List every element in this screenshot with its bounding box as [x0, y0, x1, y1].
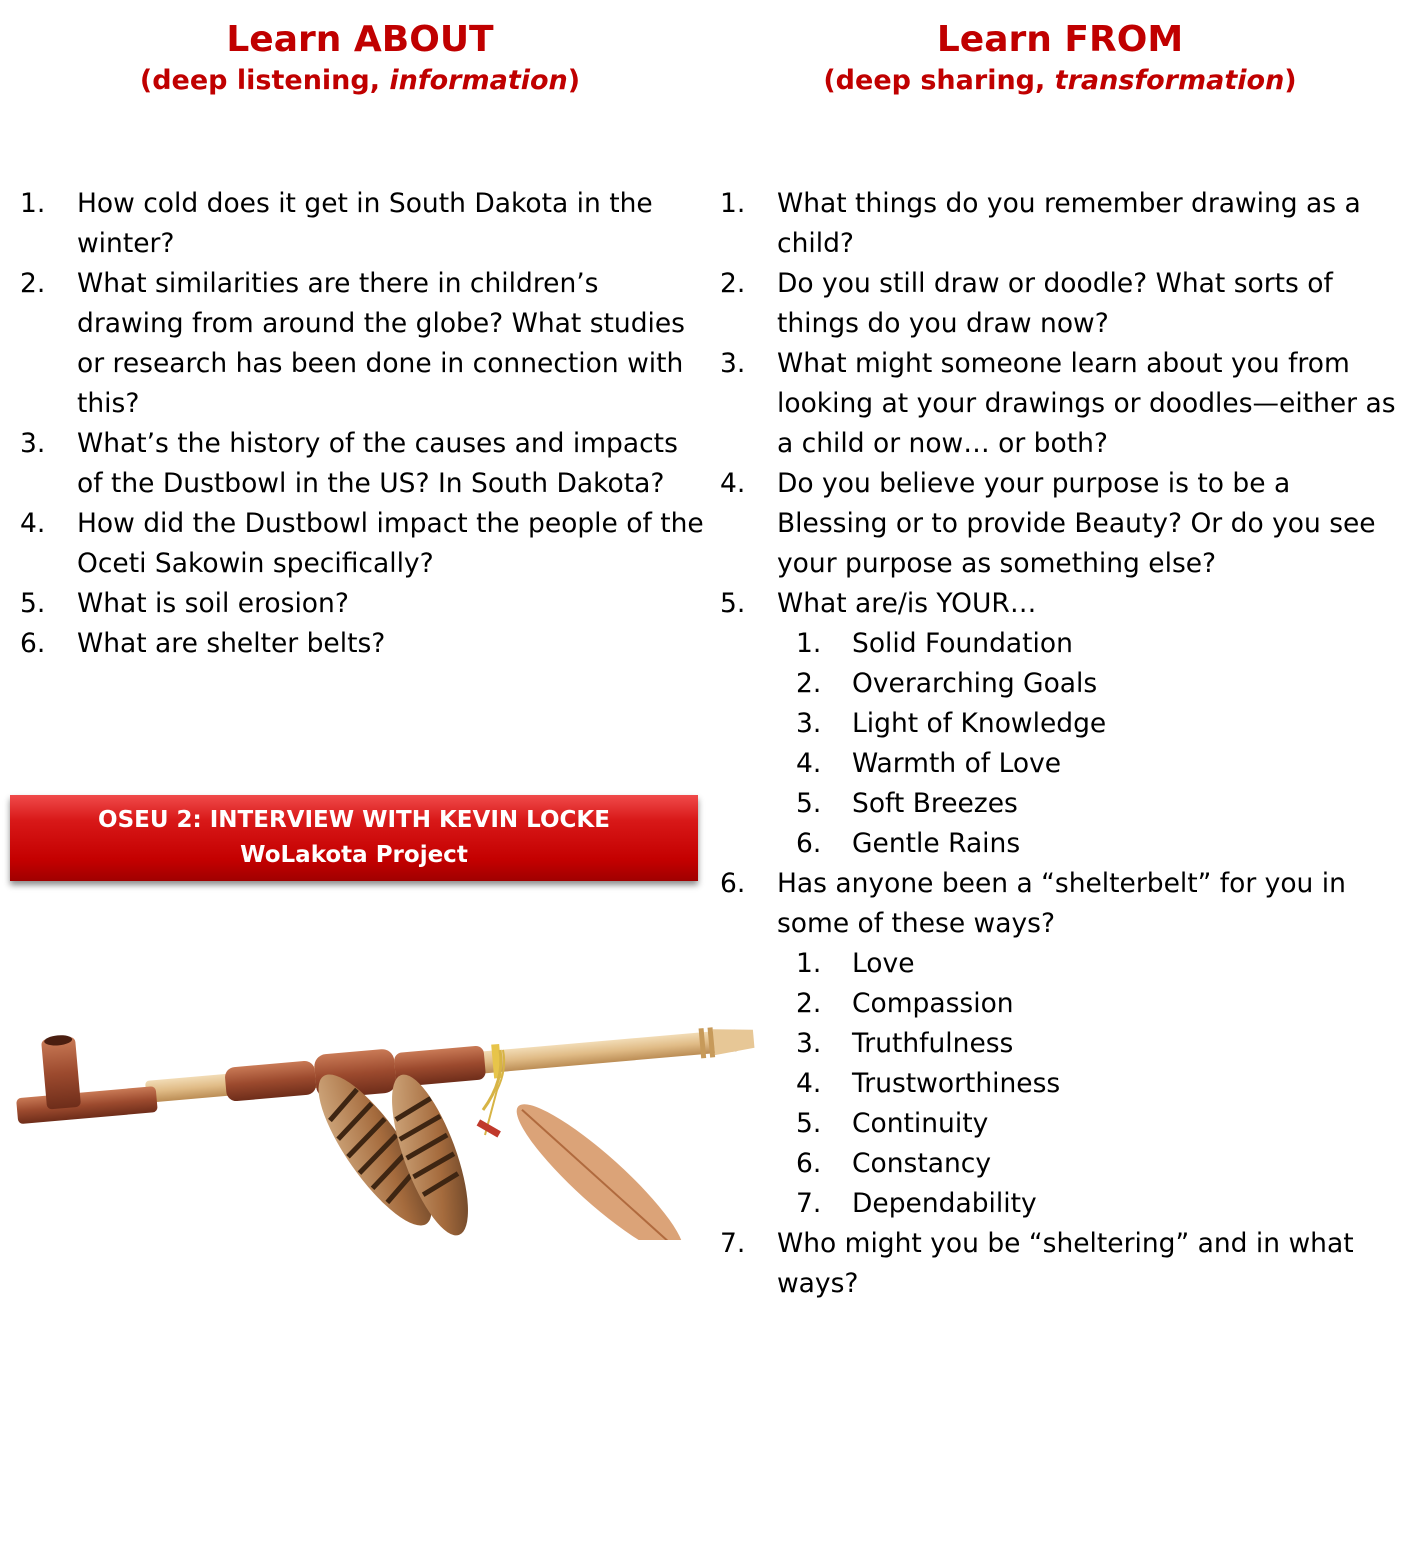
question-number: 4.	[20, 508, 46, 539]
learn-about-subtitle	[10, 62, 710, 100]
question-text: Has anyone been a “shelterbelt” for you in some of these ways?	[777, 868, 1346, 939]
sub-list-item	[777, 984, 1400, 1024]
question-number: 3.	[20, 428, 46, 459]
sub-question-list	[777, 624, 1400, 864]
sub-list-item	[777, 744, 1400, 784]
sub-list-item	[777, 1184, 1400, 1224]
question-text: What’s the history of the causes and impacts of the Dustbowl in the US? In South Dakota?	[77, 428, 678, 499]
question-item	[720, 264, 1400, 344]
pipe-with-feathers-image	[15, 990, 755, 1240]
sub-item-text: Warmth of Love	[852, 748, 1062, 779]
question-item	[20, 624, 710, 664]
question-text: Who might you be “sheltering” and in what ways?	[777, 1228, 1354, 1299]
question-number: 4.	[720, 468, 746, 499]
question-item	[20, 264, 710, 424]
question-item	[20, 584, 710, 624]
question-text: How cold does it get in South Dakota in the winter?	[77, 188, 653, 259]
question-item	[20, 184, 710, 264]
sub-item-number: 3.	[796, 708, 822, 739]
question-number: 5.	[20, 588, 46, 619]
subtitle-prefix: (deep listening,	[139, 65, 390, 96]
sub-item-text: Overarching Goals	[852, 668, 1098, 699]
question-item	[20, 424, 710, 504]
subtitle-emphasis: transformation	[1054, 65, 1285, 96]
sub-item-text: Soft Breezes	[852, 788, 1018, 819]
sub-item-number: 1.	[796, 628, 822, 659]
question-text: How did the Dustbowl impact the people of the Oceti Sakowin specifically?	[77, 508, 704, 579]
sub-item-text: Truthfulness	[852, 1028, 1014, 1059]
question-number: 3.	[720, 348, 746, 379]
question-number: 2.	[20, 268, 46, 299]
question-item	[20, 504, 710, 584]
sub-list-item	[777, 624, 1400, 664]
sub-item-text: Continuity	[852, 1108, 989, 1139]
question-text: What are shelter belts?	[77, 628, 386, 659]
question-item	[720, 584, 1400, 864]
learn-from-question-list	[720, 184, 1400, 1304]
sub-question-list	[777, 944, 1400, 1224]
sub-list-item	[777, 1104, 1400, 1144]
subtitle-suffix: )	[567, 65, 581, 96]
sub-list-item	[777, 784, 1400, 824]
question-text: What is soil erosion?	[77, 588, 349, 619]
question-text: What similarities are there in children’s drawing from around the globe? What studies or research has been done in connection with this?	[77, 268, 685, 419]
question-number: 6.	[720, 868, 746, 899]
question-number: 1.	[20, 188, 46, 219]
question-item	[720, 864, 1400, 1224]
sub-item-number: 5.	[796, 1108, 822, 1139]
learn-about-question-list	[20, 184, 710, 664]
question-text: Do you believe your purpose is to be a Blessing or to provide Beauty? Or do you see your purpose as something else?	[777, 468, 1376, 579]
question-number: 2.	[720, 268, 746, 299]
sub-item-text: Compassion	[852, 988, 1014, 1019]
sub-item-text: Light of Knowledge	[852, 708, 1107, 739]
sub-item-number: 4.	[796, 748, 822, 779]
subtitle-suffix: )	[1284, 65, 1297, 96]
sub-list-item	[777, 944, 1400, 984]
sub-item-number: 7.	[796, 1188, 822, 1219]
sub-item-number: 3.	[796, 1028, 822, 1059]
question-number: 1.	[720, 188, 746, 219]
question-item	[720, 1224, 1400, 1304]
sub-item-text: Gentle Rains	[852, 828, 1021, 859]
subtitle-prefix: (deep sharing,	[823, 65, 1055, 96]
learn-about-title: Learn ABOUT	[226, 19, 494, 60]
sub-list-item	[777, 1024, 1400, 1064]
sub-item-number: 4.	[796, 1068, 822, 1099]
sub-list-item	[777, 1064, 1400, 1104]
question-item	[720, 344, 1400, 464]
question-number: 6.	[20, 628, 46, 659]
sub-item-text: Trustworthiness	[852, 1068, 1061, 1099]
question-text: What are/is YOUR…	[777, 588, 1037, 619]
learn-from-subtitle	[710, 62, 1410, 100]
learn-from-title: Learn FROM	[936, 19, 1184, 60]
sub-list-item	[777, 664, 1400, 704]
question-item	[720, 184, 1400, 264]
question-number: 5.	[720, 588, 746, 619]
sub-item-text: Constancy	[852, 1148, 991, 1179]
interview-banner	[10, 795, 698, 881]
sub-item-text: Solid Foundation	[852, 628, 1073, 659]
sub-list-item	[777, 704, 1400, 744]
sub-item-number: 1.	[796, 948, 822, 979]
learn-about-heading	[10, 18, 710, 100]
sub-item-number: 2.	[796, 988, 822, 1019]
sub-item-text: Love	[852, 948, 915, 979]
sub-list-item	[777, 824, 1400, 864]
sub-item-number: 6.	[796, 828, 822, 859]
sub-list-item	[777, 1144, 1400, 1184]
sub-item-text: Dependability	[852, 1188, 1037, 1219]
question-text: What might someone learn about you from looking at your drawings or doodles—either as a child or now… or both?	[777, 348, 1396, 459]
question-text: What things do you remember drawing as a child?	[777, 188, 1361, 259]
sub-item-number: 6.	[796, 1148, 822, 1179]
question-text: Do you still draw or doodle? What sorts of things do you draw now?	[777, 268, 1333, 339]
banner-title: OSEU 2: INTERVIEW WITH KEVIN LOCKE	[98, 807, 610, 833]
learn-from-heading	[710, 18, 1410, 100]
sub-item-number: 5.	[796, 788, 822, 819]
question-number: 7.	[720, 1228, 746, 1259]
sub-item-number: 2.	[796, 668, 822, 699]
banner-subtitle: WoLakota Project	[240, 842, 468, 868]
question-item	[720, 464, 1400, 584]
subtitle-emphasis: information	[389, 65, 568, 96]
